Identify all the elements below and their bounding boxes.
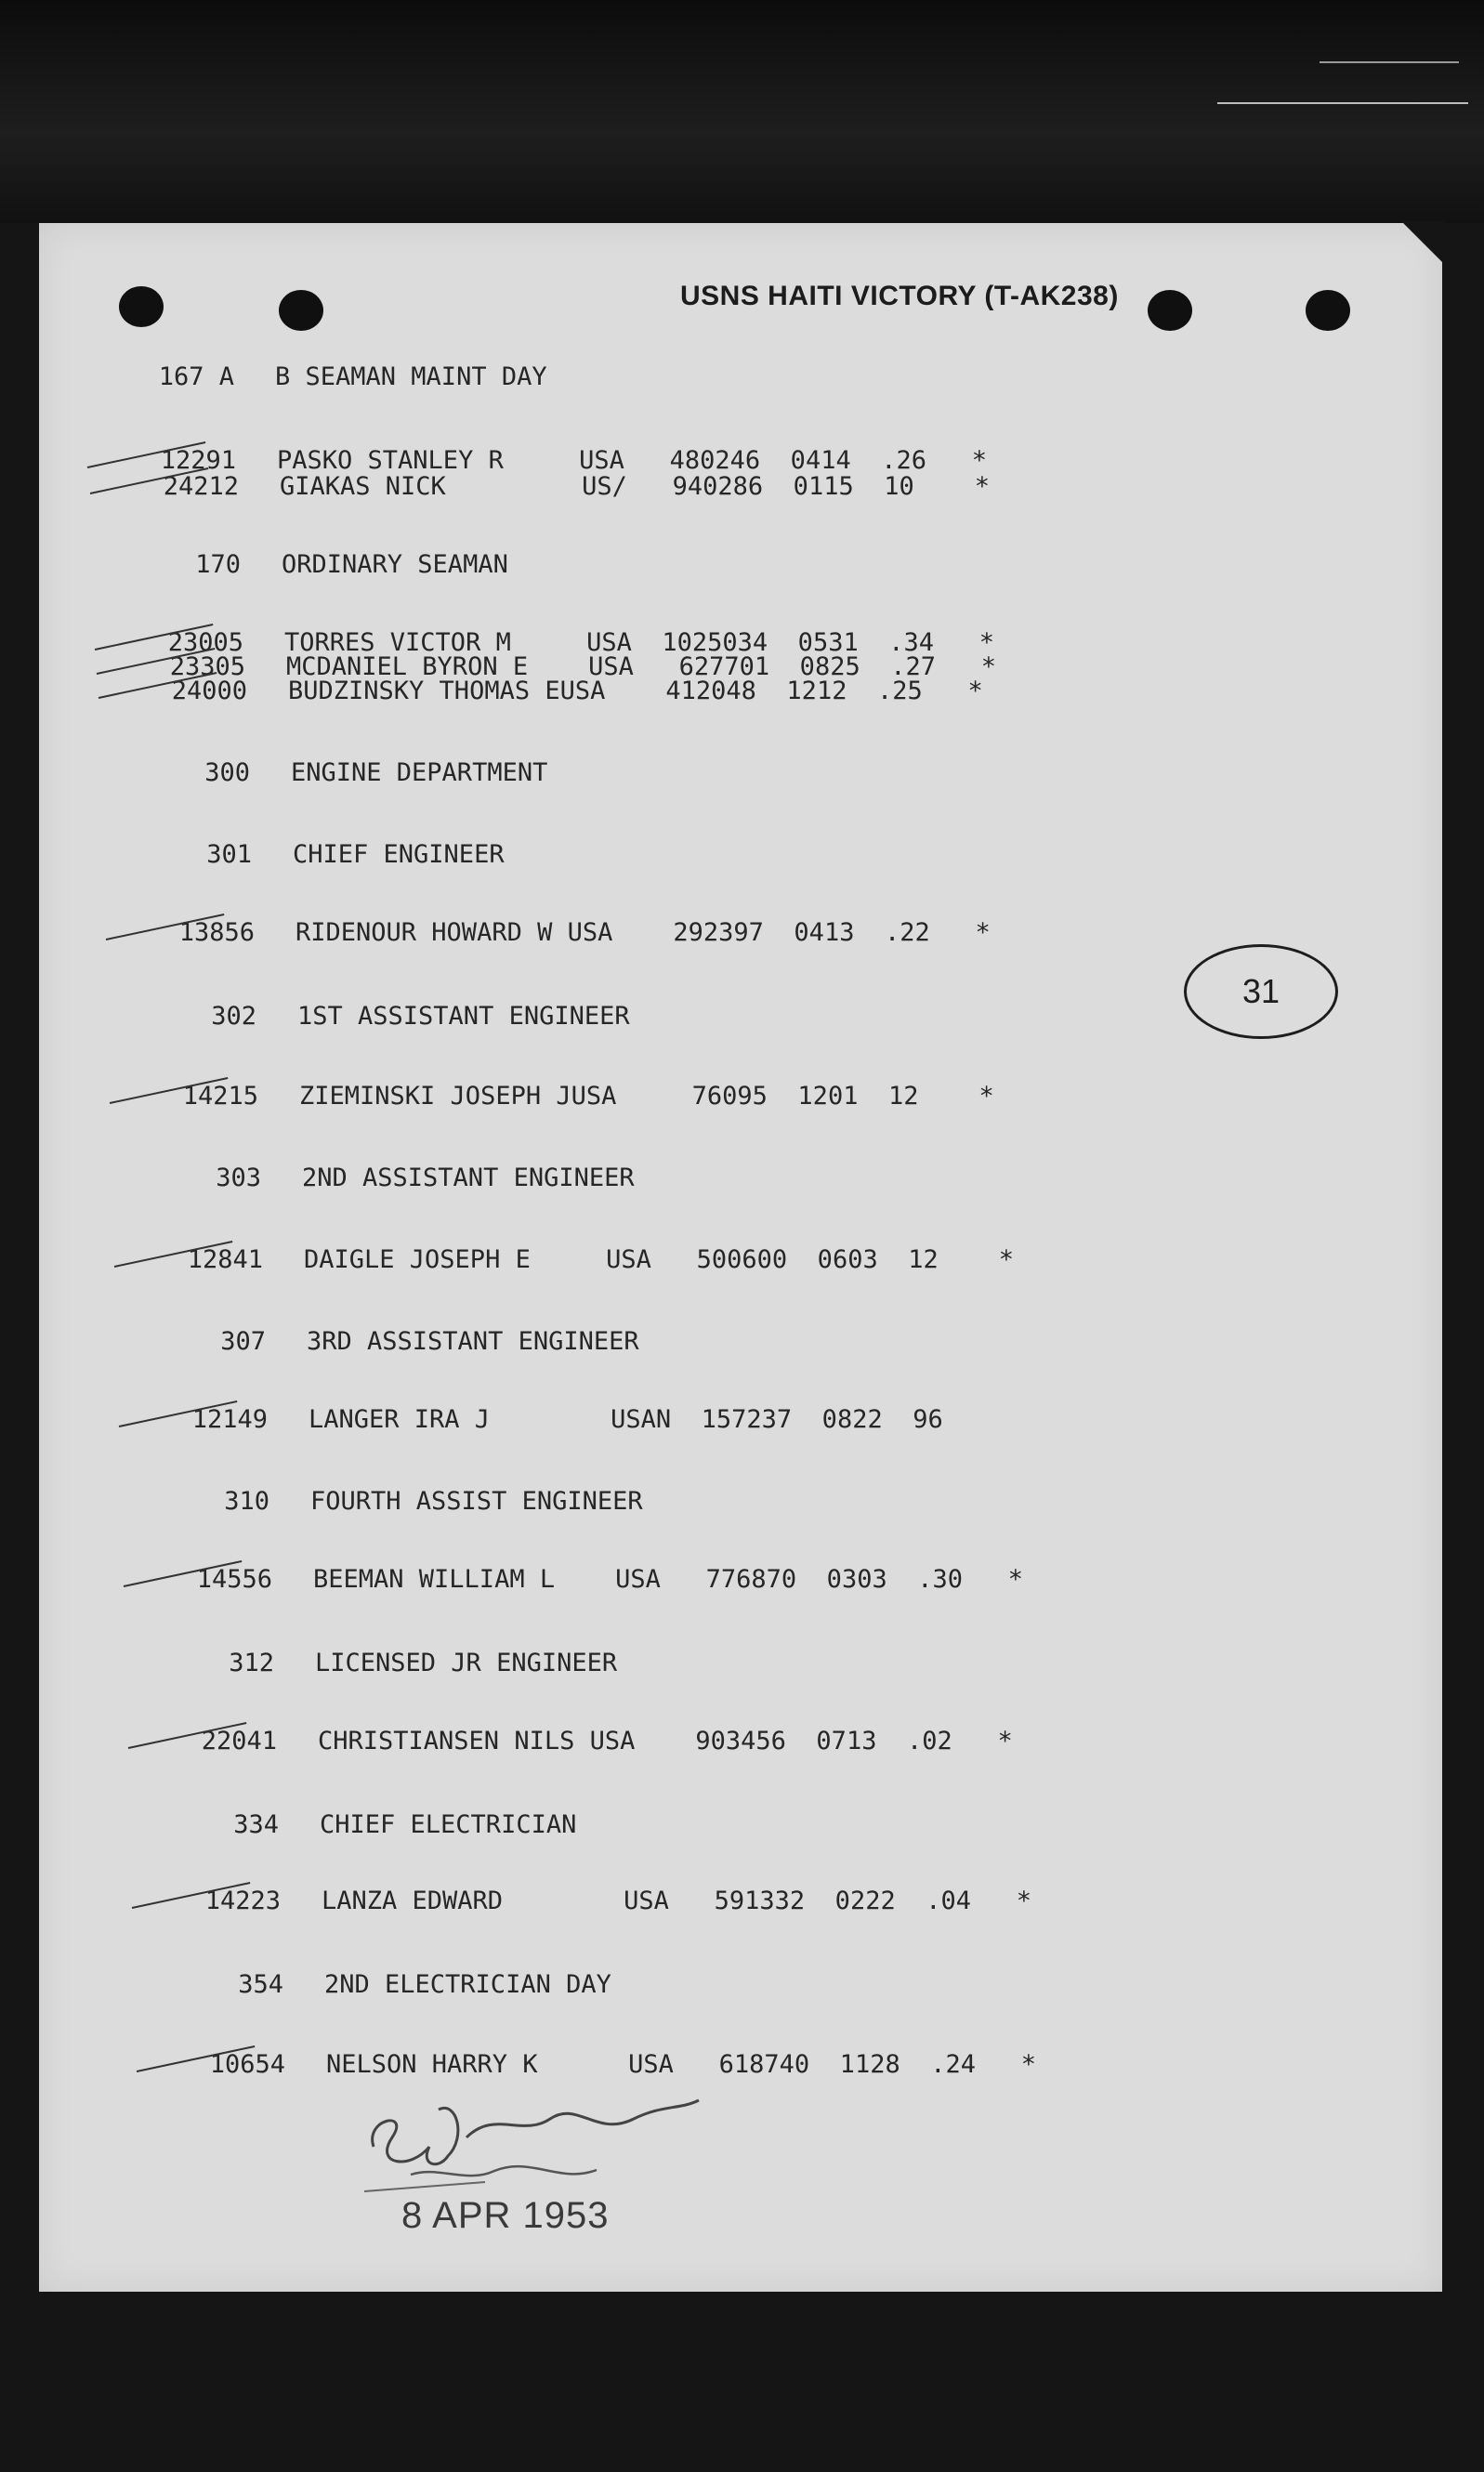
crew-row xyxy=(71,677,983,705)
section-heading xyxy=(102,1810,576,1839)
crew-row xyxy=(100,1727,1013,1755)
section-code: 301 xyxy=(206,840,252,869)
crew-details: RIDENOUR HOWARD W USA 292397 0413 .22 * xyxy=(295,918,991,947)
section-title: 2ND ASSISTANT ENGINEER xyxy=(302,1164,635,1192)
crew-id: 12149 xyxy=(191,1405,268,1434)
section-code: 310 xyxy=(224,1487,269,1516)
crew-id: 14556 xyxy=(196,1565,272,1594)
section-code: 334 xyxy=(233,1810,279,1839)
crew-details: LANGER IRA J USAN 157237 0822 96 xyxy=(309,1405,943,1434)
crew-details: PASKO STANLEY R USA 480246 0414 .26 * xyxy=(277,446,988,475)
section-code: 167 A xyxy=(158,362,234,391)
section-title: CHIEF ELECTRICIAN xyxy=(320,1810,577,1839)
crew-row xyxy=(78,918,991,947)
crew-row xyxy=(62,472,990,501)
punch-hole-icon xyxy=(119,286,164,327)
crew-id: 23305 xyxy=(169,652,245,681)
crew-row xyxy=(96,1565,1023,1594)
crew-details: NELSON HARRY K USA 618740 1128 .24 * xyxy=(326,2050,1037,2079)
section-code: 354 xyxy=(238,1970,283,1999)
section-heading xyxy=(80,1002,630,1031)
crew-details: CHRISTIANSEN NILS USA 903456 0713 .02 * xyxy=(318,1727,1013,1755)
section-code: 300 xyxy=(204,758,250,787)
punch-hole-icon xyxy=(1306,290,1350,331)
crew-id: 14215 xyxy=(182,1082,258,1111)
section-heading xyxy=(85,1164,635,1192)
crew-details: BUDZINSKY THOMAS EUSA 412048 1212 .25 * xyxy=(288,677,983,705)
section-title: ENGINE DEPARTMENT xyxy=(291,758,548,787)
crew-details: ZIEMINSKI JOSEPH JUSA 76095 1201 12 * xyxy=(299,1082,994,1111)
section-title: 3RD ASSISTANT ENGINEER xyxy=(307,1327,639,1356)
date-stamp: 8 APR 1953 xyxy=(401,2195,610,2236)
punch-hole-icon xyxy=(1148,290,1192,331)
crew-details: MCDANIEL BYRON E USA 627701 0825 .27 * xyxy=(286,652,997,681)
crew-id: 12841 xyxy=(187,1245,263,1274)
section-heading xyxy=(93,1487,643,1516)
crew-row xyxy=(86,1245,1014,1274)
section-heading xyxy=(75,840,505,869)
document-page xyxy=(39,223,1442,2292)
section-title: 1ST ASSISTANT ENGINEER xyxy=(297,1002,630,1031)
punch-hole-icon xyxy=(279,290,323,331)
section-heading xyxy=(73,758,547,787)
crew-details: TORRES VICTOR M USA 1025034 0531 .34 * xyxy=(284,628,995,657)
section-heading xyxy=(98,1649,617,1677)
film-scratch xyxy=(1217,102,1468,104)
section-code: 312 xyxy=(229,1649,274,1677)
crew-id: 12291 xyxy=(160,446,236,475)
section-title: FOURTH ASSIST ENGINEER xyxy=(310,1487,643,1516)
section-heading xyxy=(107,1970,611,1999)
folded-corner xyxy=(1401,221,1444,264)
crew-row xyxy=(104,1887,1031,1915)
signature xyxy=(355,2082,727,2202)
crew-id: 13856 xyxy=(178,918,255,947)
crew-details: DAIGLE JOSEPH E USA 500600 0603 12 * xyxy=(304,1245,1015,1274)
section-title: B SEAMAN MAINT DAY xyxy=(275,362,547,391)
section-code: 170 xyxy=(195,550,241,579)
crew-row xyxy=(91,1405,943,1434)
section-title: CHIEF ENGINEER xyxy=(293,840,505,869)
crew-id: 22041 xyxy=(201,1727,277,1755)
crew-row xyxy=(109,2050,1036,2079)
crew-details: GIAKAS NICK US/ 940286 0115 10 * xyxy=(280,472,991,501)
section-title: 2ND ELECTRICIAN DAY xyxy=(324,1970,611,1999)
crew-id: 23005 xyxy=(167,628,243,657)
document-title: USNS HAITI VICTORY (T-AK238) xyxy=(680,281,1119,311)
crew-id: 24000 xyxy=(171,677,247,705)
crew-details: LANZA EDWARD USA 591332 0222 .04 * xyxy=(322,1887,1032,1915)
crew-id: 10654 xyxy=(209,2050,285,2079)
film-scratch xyxy=(1320,61,1459,63)
film-border xyxy=(0,0,1484,223)
crew-id: 24212 xyxy=(163,472,239,501)
page-number: 31 xyxy=(1241,972,1280,1010)
section-code: 307 xyxy=(220,1327,266,1356)
crew-details: BEEMAN WILLIAM L USA 776870 0303 .30 * xyxy=(313,1565,1024,1594)
section-heading xyxy=(89,1327,639,1356)
crew-row xyxy=(82,1082,994,1111)
page-number-circle xyxy=(1184,944,1338,1039)
section-heading xyxy=(64,550,508,579)
section-heading xyxy=(58,362,547,391)
section-title: LICENSED JR ENGINEER xyxy=(315,1649,618,1677)
section-code: 303 xyxy=(216,1164,261,1192)
section-title: ORDINARY SEAMAN xyxy=(282,550,508,579)
crew-id: 14223 xyxy=(204,1887,281,1915)
section-code: 302 xyxy=(211,1002,256,1031)
